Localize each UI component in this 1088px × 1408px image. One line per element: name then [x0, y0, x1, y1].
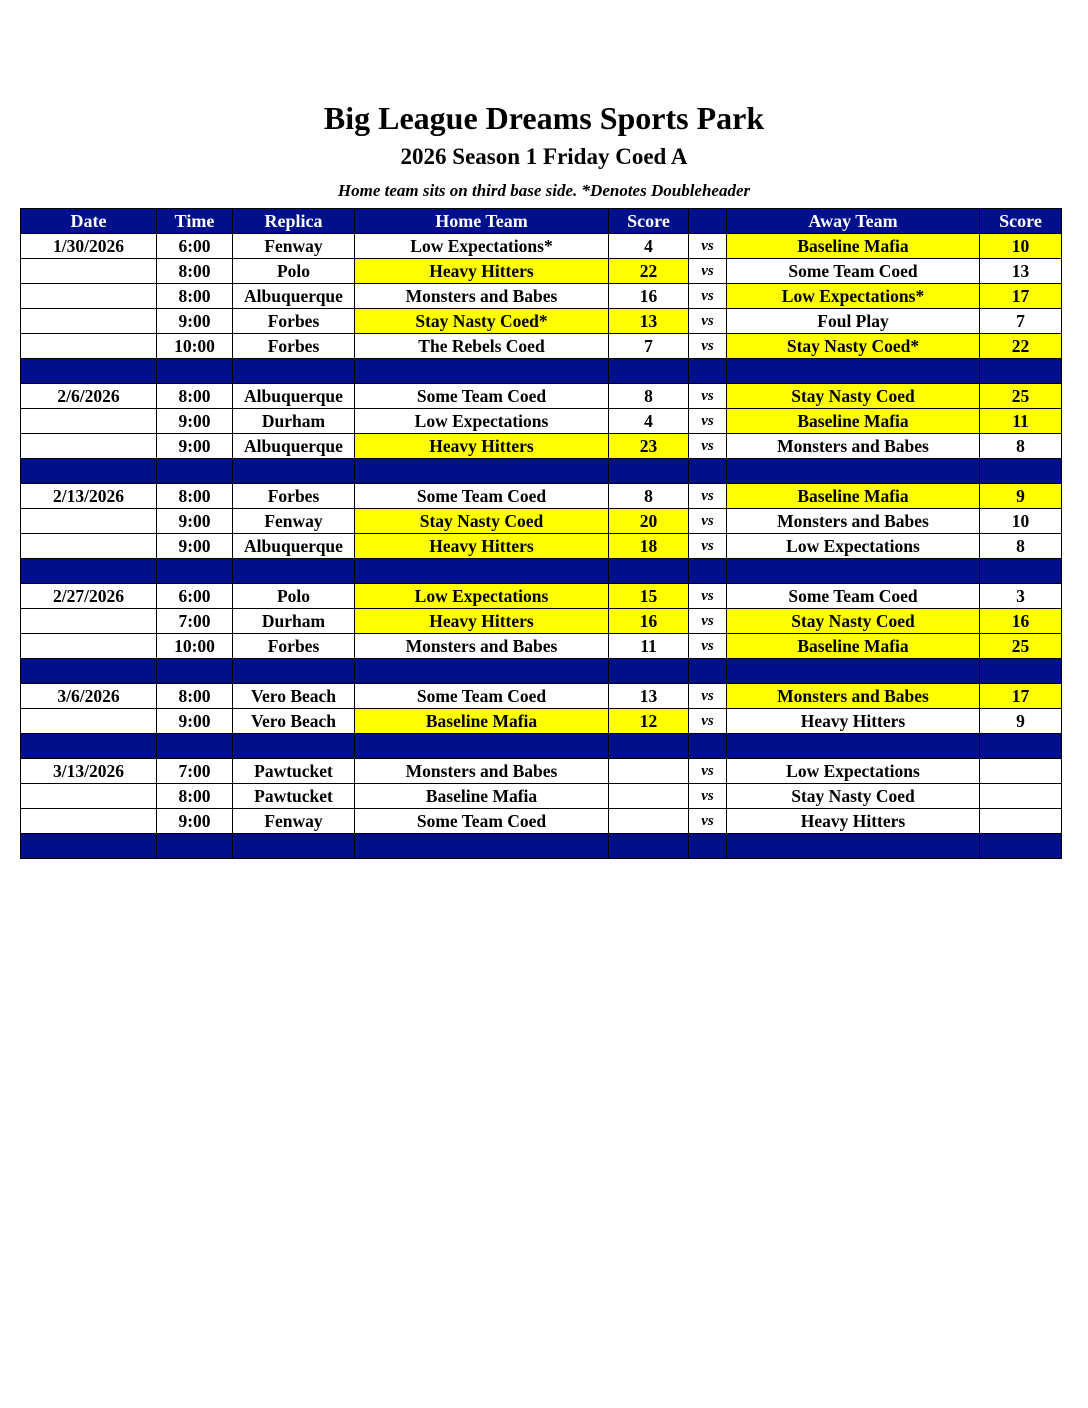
game-time: 6:00 [157, 584, 233, 609]
game-time: 10:00 [157, 634, 233, 659]
col-header-date: Date [21, 209, 157, 234]
away-score: 9 [980, 709, 1062, 734]
away-team: Heavy Hitters [727, 809, 980, 834]
game-replica: Forbes [233, 309, 355, 334]
week-separator-row [21, 459, 1062, 484]
game-time: 10:00 [157, 334, 233, 359]
vs-label: vs [689, 809, 727, 834]
home-score: 15 [609, 584, 689, 609]
separator-cell [609, 559, 689, 584]
game-date [21, 309, 157, 334]
vs-label: vs [689, 609, 727, 634]
separator-cell [355, 734, 609, 759]
game-replica: Polo [233, 259, 355, 284]
home-team: Heavy Hitters [355, 434, 609, 459]
separator-cell [157, 659, 233, 684]
separator-cell [355, 659, 609, 684]
home-team: Baseline Mafia [355, 784, 609, 809]
game-time: 8:00 [157, 384, 233, 409]
vs-label: vs [689, 634, 727, 659]
game-replica: Vero Beach [233, 709, 355, 734]
game-time: 9:00 [157, 309, 233, 334]
away-score: 10 [980, 234, 1062, 259]
game-row [21, 684, 1062, 709]
vs-label: vs [689, 509, 727, 534]
game-replica: Albuquerque [233, 384, 355, 409]
game-replica: Forbes [233, 334, 355, 359]
game-date: 3/6/2026 [21, 684, 157, 709]
away-team: Baseline Mafia [727, 409, 980, 434]
game-row [21, 634, 1062, 659]
home-score: 11 [609, 634, 689, 659]
home-score: 4 [609, 409, 689, 434]
vs-label: vs [689, 259, 727, 284]
vs-label: vs [689, 484, 727, 509]
game-replica: Durham [233, 409, 355, 434]
away-team: Monsters and Babes [727, 684, 980, 709]
away-score [980, 809, 1062, 834]
away-team: Monsters and Babes [727, 509, 980, 534]
separator-cell [233, 834, 355, 859]
game-date [21, 709, 157, 734]
separator-cell [980, 834, 1062, 859]
game-date: 1/30/2026 [21, 234, 157, 259]
away-team: Baseline Mafia [727, 484, 980, 509]
home-team: Monsters and Babes [355, 634, 609, 659]
game-row [21, 509, 1062, 534]
separator-cell [980, 459, 1062, 484]
home-team: Heavy Hitters [355, 609, 609, 634]
away-score: 9 [980, 484, 1062, 509]
separator-cell [689, 834, 727, 859]
col-header-home-score: Score [609, 209, 689, 234]
separator-cell [689, 559, 727, 584]
game-replica: Albuquerque [233, 284, 355, 309]
game-replica: Fenway [233, 234, 355, 259]
home-score: 8 [609, 384, 689, 409]
col-header-vs [689, 209, 727, 234]
game-time: 6:00 [157, 234, 233, 259]
game-replica: Albuquerque [233, 534, 355, 559]
away-team: Baseline Mafia [727, 634, 980, 659]
col-header-away-score: Score [980, 209, 1062, 234]
separator-cell [727, 559, 980, 584]
vs-label: vs [689, 234, 727, 259]
game-row [21, 609, 1062, 634]
home-team: Some Team Coed [355, 809, 609, 834]
home-score: 8 [609, 484, 689, 509]
home-score: 7 [609, 334, 689, 359]
game-date [21, 784, 157, 809]
header-row [21, 209, 1062, 234]
away-team: Low Expectations [727, 534, 980, 559]
game-replica: Vero Beach [233, 684, 355, 709]
game-replica: Durham [233, 609, 355, 634]
separator-cell [609, 734, 689, 759]
page-subtitle: 2026 Season 1 Friday Coed A [400, 144, 688, 169]
separator-cell [689, 459, 727, 484]
separator-cell [609, 359, 689, 384]
game-row [21, 584, 1062, 609]
game-row [21, 234, 1062, 259]
home-team: Stay Nasty Coed [355, 509, 609, 534]
game-date [21, 509, 157, 534]
separator-cell [21, 359, 157, 384]
game-date [21, 434, 157, 459]
game-time: 9:00 [157, 809, 233, 834]
away-score [980, 759, 1062, 784]
separator-cell [233, 459, 355, 484]
away-score: 11 [980, 409, 1062, 434]
separator-cell [157, 359, 233, 384]
separator-cell [157, 734, 233, 759]
vs-label: vs [689, 709, 727, 734]
separator-cell [233, 559, 355, 584]
separator-cell [355, 559, 609, 584]
home-score: 23 [609, 434, 689, 459]
home-team: Baseline Mafia [355, 709, 609, 734]
game-date [21, 609, 157, 634]
game-date [21, 534, 157, 559]
separator-cell [21, 559, 157, 584]
game-replica: Albuquerque [233, 434, 355, 459]
game-row [21, 334, 1062, 359]
schedule-table [20, 208, 1062, 859]
vs-label: vs [689, 384, 727, 409]
game-replica: Forbes [233, 484, 355, 509]
schedule-note: Home team sits on third base side. *Denotes Doubleheader [337, 181, 751, 200]
col-header-time: Time [157, 209, 233, 234]
separator-cell [157, 834, 233, 859]
away-team: Monsters and Babes [727, 434, 980, 459]
game-date: 3/13/2026 [21, 759, 157, 784]
vs-label: vs [689, 409, 727, 434]
week-separator-row [21, 559, 1062, 584]
home-team: Stay Nasty Coed* [355, 309, 609, 334]
game-date [21, 259, 157, 284]
away-team: Baseline Mafia [727, 234, 980, 259]
week-separator-row [21, 659, 1062, 684]
away-team: Heavy Hitters [727, 709, 980, 734]
home-score [609, 784, 689, 809]
home-team: Low Expectations [355, 584, 609, 609]
game-row [21, 809, 1062, 834]
separator-cell [980, 559, 1062, 584]
home-team: Heavy Hitters [355, 259, 609, 284]
game-row [21, 534, 1062, 559]
game-replica: Pawtucket [233, 759, 355, 784]
game-row [21, 784, 1062, 809]
separator-cell [609, 459, 689, 484]
col-header-away-team: Away Team [727, 209, 980, 234]
game-row [21, 409, 1062, 434]
game-row [21, 259, 1062, 284]
away-team: Foul Play [727, 309, 980, 334]
game-replica: Fenway [233, 509, 355, 534]
away-score: 16 [980, 609, 1062, 634]
game-time: 9:00 [157, 434, 233, 459]
col-header-home-team: Home Team [355, 209, 609, 234]
separator-cell [609, 834, 689, 859]
separator-cell [689, 359, 727, 384]
home-score: 13 [609, 684, 689, 709]
away-team: Stay Nasty Coed* [727, 334, 980, 359]
home-score: 13 [609, 309, 689, 334]
home-team: Some Team Coed [355, 384, 609, 409]
game-date [21, 634, 157, 659]
separator-cell [689, 659, 727, 684]
game-replica: Polo [233, 584, 355, 609]
game-time: 9:00 [157, 509, 233, 534]
vs-label: vs [689, 759, 727, 784]
away-team: Stay Nasty Coed [727, 784, 980, 809]
vs-label: vs [689, 784, 727, 809]
away-team: Some Team Coed [727, 584, 980, 609]
away-score: 7 [980, 309, 1062, 334]
game-time: 9:00 [157, 709, 233, 734]
home-score [609, 759, 689, 784]
away-score: 8 [980, 534, 1062, 559]
separator-cell [355, 459, 609, 484]
game-row [21, 384, 1062, 409]
game-row [21, 709, 1062, 734]
schedule-body [21, 234, 1062, 859]
game-time: 8:00 [157, 784, 233, 809]
away-score [980, 784, 1062, 809]
game-date [21, 809, 157, 834]
game-date: 2/13/2026 [21, 484, 157, 509]
home-team: Low Expectations [355, 409, 609, 434]
game-date: 2/6/2026 [21, 384, 157, 409]
separator-cell [157, 459, 233, 484]
col-header-replica: Replica [233, 209, 355, 234]
home-team: Some Team Coed [355, 684, 609, 709]
separator-cell [980, 659, 1062, 684]
game-time: 7:00 [157, 609, 233, 634]
home-team: Low Expectations* [355, 234, 609, 259]
separator-cell [21, 459, 157, 484]
separator-cell [980, 734, 1062, 759]
separator-cell [689, 734, 727, 759]
game-row [21, 484, 1062, 509]
separator-cell [355, 834, 609, 859]
away-team: Some Team Coed [727, 259, 980, 284]
away-score: 22 [980, 334, 1062, 359]
separator-cell [727, 459, 980, 484]
separator-cell [233, 734, 355, 759]
away-score: 17 [980, 284, 1062, 309]
separator-cell [609, 659, 689, 684]
game-time: 9:00 [157, 409, 233, 434]
away-score: 8 [980, 434, 1062, 459]
separator-cell [157, 559, 233, 584]
away-score: 3 [980, 584, 1062, 609]
home-score [609, 809, 689, 834]
game-replica: Fenway [233, 809, 355, 834]
home-score: 16 [609, 609, 689, 634]
home-score: 12 [609, 709, 689, 734]
game-row [21, 759, 1062, 784]
separator-cell [233, 359, 355, 384]
page-title: Big League Dreams Sports Park [323, 100, 765, 136]
game-date [21, 334, 157, 359]
separator-cell [21, 834, 157, 859]
week-separator-row [21, 734, 1062, 759]
separator-cell [727, 659, 980, 684]
game-time: 9:00 [157, 534, 233, 559]
vs-label: vs [689, 434, 727, 459]
home-team: Monsters and Babes [355, 759, 609, 784]
game-replica: Forbes [233, 634, 355, 659]
game-replica: Pawtucket [233, 784, 355, 809]
away-score: 13 [980, 259, 1062, 284]
vs-label: vs [689, 309, 727, 334]
home-team: Heavy Hitters [355, 534, 609, 559]
separator-cell [727, 734, 980, 759]
game-date [21, 409, 157, 434]
away-score: 17 [980, 684, 1062, 709]
away-team: Low Expectations [727, 759, 980, 784]
separator-cell [727, 359, 980, 384]
week-separator-row [21, 359, 1062, 384]
away-score: 25 [980, 384, 1062, 409]
away-team: Stay Nasty Coed [727, 609, 980, 634]
home-team: Monsters and Babes [355, 284, 609, 309]
game-time: 8:00 [157, 259, 233, 284]
separator-cell [727, 834, 980, 859]
away-team: Stay Nasty Coed [727, 384, 980, 409]
separator-cell [21, 734, 157, 759]
week-separator-row [21, 834, 1062, 859]
home-score: 22 [609, 259, 689, 284]
game-date [21, 284, 157, 309]
game-time: 8:00 [157, 684, 233, 709]
vs-label: vs [689, 284, 727, 309]
game-time: 8:00 [157, 284, 233, 309]
separator-cell [21, 659, 157, 684]
vs-label: vs [689, 684, 727, 709]
home-score: 16 [609, 284, 689, 309]
away-team: Low Expectations* [727, 284, 980, 309]
game-row [21, 284, 1062, 309]
home-team: Some Team Coed [355, 484, 609, 509]
home-team: The Rebels Coed [355, 334, 609, 359]
separator-cell [233, 659, 355, 684]
game-time: 8:00 [157, 484, 233, 509]
separator-cell [355, 359, 609, 384]
game-row [21, 309, 1062, 334]
away-score: 10 [980, 509, 1062, 534]
home-score: 18 [609, 534, 689, 559]
separator-cell [980, 359, 1062, 384]
home-score: 20 [609, 509, 689, 534]
vs-label: vs [689, 334, 727, 359]
game-row [21, 434, 1062, 459]
home-score: 4 [609, 234, 689, 259]
away-score: 25 [980, 634, 1062, 659]
game-date: 2/27/2026 [21, 584, 157, 609]
game-time: 7:00 [157, 759, 233, 784]
vs-label: vs [689, 534, 727, 559]
vs-label: vs [689, 584, 727, 609]
